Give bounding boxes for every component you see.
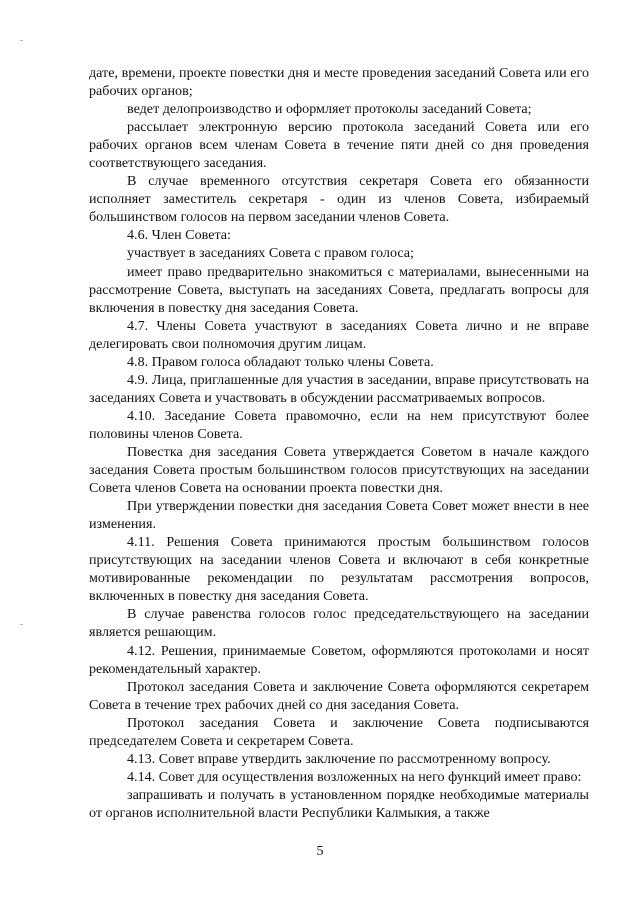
paragraph: 4.7. Члены Совета участвуют в заседаниях Совета лично и не вправе делегировать свои полномочия другим лицам. [89, 317, 589, 352]
paragraph: 4.12. Решения, принимаемые Советом, оформляются протоколами и носят рекомендательный характер. [89, 642, 589, 677]
paragraph: Протокол заседания Совета и заключение Совета подписываются председателем Совета и секретарем Совета. [89, 714, 589, 749]
paragraph: В случае временного отсутствия секретаря Совета его обязанности исполняет заместитель секретаря - один из членов Совета, избираемый большинством голосов на первом заседании членов Совета. [89, 173, 589, 226]
paragraph: имеет право предварительно знакомиться с материалами, вынесенными на рассмотрение Совета, выступать на заседаниях Совета, предлагать вопросы для включения в повестку дня заседания Совета. [89, 263, 589, 316]
paragraph: запрашивать и получать в установленном порядке необходимые материалы от органов исполнительной власти Республики Калмыкия, а также [89, 786, 589, 821]
page-number: 5 [316, 844, 324, 859]
paragraph: 4.10. Заседание Совета правомочно, если на нем присутствуют более половины членов Совета. [89, 407, 589, 442]
paragraph: рассылает электронную версию протокола заседаний Совета или его рабочих органов всем членам Совета в течение пяти дней со дня проведения соответствующего заседания. [89, 119, 589, 172]
paragraph: Повестка дня заседания Совета утверждается Советом в начале каждого заседания Совета простым большинством голосов присутствующих на заседании Совета членов Совета на основании проекта повестки дня. [89, 443, 589, 497]
paragraph: 4.8. Правом голоса обладают только члены Совета. [127, 353, 434, 370]
paragraph: 4.14. Совет для осуществления возложенных на него функций имеет право: [127, 768, 582, 785]
paragraph: 4.11. Решения Совета принимаются простым большинством голосов присутствующих на заседании членов Совета и включают в себя конкретные мотивированные рекомендации по результатам рассмотрения вопросов, включенных в повестку дня заседания Совета. [89, 534, 589, 605]
paragraph: 4.13. Совет вправе утвердить заключение по рассмотренному вопросу. [127, 750, 551, 767]
paragraph: ведет делопроизводство и оформляет протоколы заседаний Совета; [127, 101, 532, 118]
paragraph: 4.6. Член Совета: [127, 227, 231, 244]
document-body [89, 64, 589, 822]
paragraph: дате, времени, проекте повестки дня и месте проведения заседаний Совета или его рабочих органов; [89, 65, 589, 100]
paragraph: При утверждении повестки дня заседания Совета Совет может внести в нее изменения. [89, 498, 589, 533]
paragraph: Протокол заседания Совета и заключение Совета оформляются секретарем Совета в течение трех рабочих дней со дня заседания Совета. [89, 678, 589, 713]
scan-margin-mark [20, 40, 23, 41]
scan-margin-mark [20, 624, 23, 625]
paragraph: участвует в заседаниях Совета с правом голоса; [127, 245, 414, 262]
paragraph: В случае равенства голосов голос председательствующего на заседании является решающим. [89, 606, 589, 641]
paragraph: 4.9. Лица, приглашенные для участия в заседании, вправе присутствовать на заседаниях Совета и участвовать в обсуждении рассматриваемых вопросов. [89, 371, 589, 406]
